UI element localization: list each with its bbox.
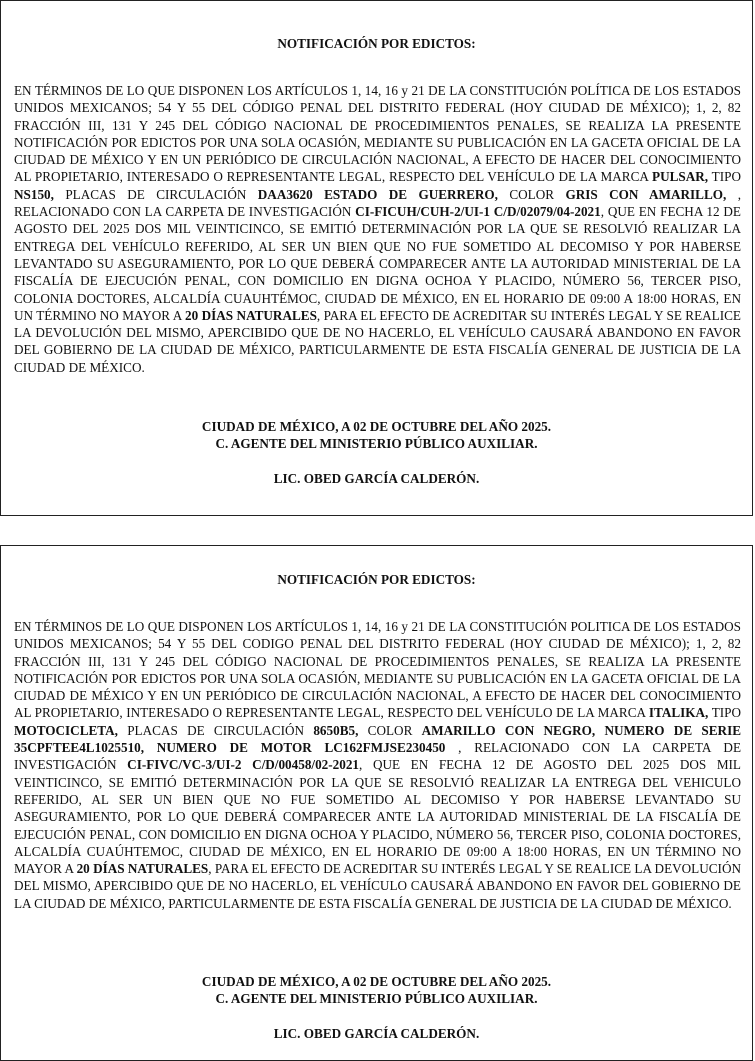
emphasized-text: MOTOCICLETA,	[14, 722, 118, 738]
emphasized-text: DAA3620 ESTADO DE GUERRERO,	[257, 186, 498, 202]
notice-footer	[1, 973, 752, 1042]
body-text-run: COLOR	[497, 186, 566, 202]
emphasized-text: ITALIKA,	[648, 705, 709, 721]
notice-title: NOTIFICACIÓN POR EDICTOS:	[277, 36, 476, 51]
body-text-run: , QUE EN FECHA 12 DE AGOSTO DEL 2025 DOS MIL VEINTICINCO, SE EMITIÓ DETERMINACIÓN POR LA QUE SE RESOLVIÓ REALIZAR LA ENTREGA DEL VEHICULO REFERIDO, AL SER UN BIEN QUE NO FUE SOMETIDO AL DECOMISO Y POR HABERSE LEVANTADO SU ASEGURAMIENTO, POR LO QUE DEBERÁ COMPARECER ANTE LA AUTORIDAD MINISTERIAL DE LA FISCALÍA DE EJECUCIÓN PENAL, CON DOMICILIO EN DIGNA OCHOA Y PLACIDO, NÚMERO 56, TERCER PISO, COLONIA DOCTORES, ALCALDÍA CUAÚHTEMOC, CIUDAD DE MÉXICO, EN EL HORARIO DE 09:00 A 18:00 HORAS, EN UN TÉRMINO NO MAYOR A	[14, 757, 741, 877]
notice-signature: LIC. OBED GARCÍA CALDERÓN.	[273, 470, 480, 486]
emphasized-text: 20 DÍAS NATURALES	[185, 307, 317, 323]
emphasized-text: 20 DÍAS NATURALES	[76, 861, 209, 877]
notice-agent-line: C. AGENTE DEL MINISTERIO PÚBLICO AUXILIAR.	[215, 991, 538, 1007]
body-text-run: EN TÉRMINOS DE LO QUE DISPONEN LOS ARTÍCULOS 1, 14, 16 y 21 DE LA CONSTITUCIÓN POLÍTICA DE LOS ESTADOS UNIDOS MEXICANOS; 54 Y 55 DEL CÓDIGO PENAL DEL DISTRITO FEDERAL (HOY CIUDAD DE MÉXICO); 1, 2, 82 FRACCIÓN III, 131 Y 245 DEL CÓDIGO NACIONAL DE PROCEDIMIENTOS PENALES, SE REALIZA LA PRESENTE NOTIFICACIÓN POR EDICTOS POR UNA SOLA OCASIÓN, MEDIANTE SU PUBLICACIÓN EN LA GACETA OFICIAL DE LA CIUDAD DE MÉXICO Y EN UN PERIÓDICO DE CIRCULACIÓN NACIONAL, A EFECTO DE HACER DEL CONOCIMIENTO AL PROPIETARIO, INTERESADO O REPRESENTANTE LEGAL, RESPECTO DEL VEHÍCULO DE LA MARCA	[14, 83, 741, 185]
body-text-run: PLACAS DE CIRCULACIÓN	[117, 722, 314, 738]
body-text-run: PLACAS DE CIRCULACIÓN	[53, 186, 258, 202]
emphasized-text: AMARILLO CON NEGRO, NUMERO DE SERIE 35CPFTEE4L1025510, NUMERO DE MOTOR LC162FMJSE230450	[14, 722, 741, 756]
notice-signature: LIC. OBED GARCÍA CALDERÓN.	[273, 1025, 480, 1041]
emphasized-text: 8650B5,	[313, 722, 359, 738]
edict-notice-2	[0, 545, 753, 1061]
emphasized-text: CI-FIVC/VC-3/UI-2 C/D/00458/02-2021	[127, 757, 360, 773]
body-text-run: , PARA EL EFECTO DE ACREDITAR SU INTERÉS LEGAL Y SE REALICE LA DEVOLUCIÓN DEL MISMO, APERCIBIDO QUE DE NO HACERLO, EL VEHÍCULO CAUSARÁ ABANDONO EN FAVOR DEL GOBIERNO DE LA CIUDAD DE MÉXICO, PARTICULARMENTE DE ESTA FISCALÍA GENERAL DE JUSTICIA DE LA CIUDAD DE MÉXICO.	[14, 307, 741, 375]
emphasized-text: GRIS CON AMARILLO,	[565, 186, 727, 202]
notice-date-line: CIUDAD DE MÉXICO, A 02 DE OCTUBRE DEL AÑO 2025.	[201, 419, 552, 434]
body-text-run: , RELACIONADO CON LA CARPETA DE INVESTIGACIÓN	[14, 740, 741, 773]
notice-title: NOTIFICACIÓN POR EDICTOS:	[277, 572, 476, 587]
notice-date-line: CIUDAD DE MÉXICO, A 02 DE OCTUBRE DEL AÑO 2025.	[201, 974, 552, 989]
emphasized-text: NS150,	[14, 186, 54, 202]
body-text-run: TIPO	[708, 705, 741, 721]
emphasized-text: PULSAR,	[652, 169, 709, 185]
emphasized-text: CI-FICUH/CUH-2/UI-1 C/D/02079/04-2021	[355, 204, 601, 220]
notice-body	[14, 82, 741, 376]
body-text-run: , PARA EL EFECTO DE ACREDITAR SU INTERÉS LEGAL Y SE REALICE LA DEVOLUCIÓN DEL MISMO, APERCIBIDO QUE DE NO HACERLO, EL VEHÍCULO CAUSARÁ ABANDONO EN FAVOR DEL GOBIERNO DE LA CIUDAD DE MÉXICO, PARTICULARMENTE DE ESTA FISCALÍA GENERAL DE JUSTICIA DE LA CIUDAD DE MÉXICO.	[14, 861, 741, 911]
notice-body	[14, 618, 741, 912]
edict-notice-1	[0, 0, 753, 516]
body-text-run: , QUE EN FECHA 12 DE AGOSTO DEL 2025 DOS MIL VEINTICINCO, SE EMITIÓ DETERMINACIÓN POR LA QUE SE RESOLVIÓ REALIZAR LA ENTREGA DEL VEHÍCULO REFERIDO, AL SER UN BIEN QUE NO FUE SOMETIDO AL DECOMISO Y POR HABERSE LEVANTADO SU ASEGURAMIENTO, POR LO QUE DEBERÁ COMPARECER ANTE LA AUTORIDAD MINISTERIAL DE LA FISCALÍA DE EJECUCIÓN PENAL, CON DOMICILIO EN DIGNA OCHOA Y PLACIDO, NÚMERO 56, TERCER PISO, COLONIA DOCTORES, ALCALDÍA CUAUHTÉMOC, CIUDAD DE MÉXICO, EN EL HORARIO DE 09:00 A 18:00 HORAS, EN UN TÉRMINO NO MAYOR A	[14, 204, 741, 323]
body-text-run: EN TÉRMINOS DE LO QUE DISPONEN LOS ARTÍCULOS 1, 14, 16 y 21 DE LA CONSTITUCIÓN POLITICA DE LOS ESTADOS UNIDOS MEXICANOS; 54 Y 55 DEL CODIGO PENAL DEL DISTRITO FEDERAL (HOY CIUDAD DE MÉXICO); 1, 2, 82 FRACCIÓN III, 131 Y 245 DEL CÓDIGO NACIONAL DE PROCEDIMIENTOS PENALES, SE REALIZA LA PRESENTE NOTIFICACIÓN POR EDICTOS POR UNA SOLA OCASIÓN, MEDIANTE SU PUBLICACIÓN EN LA GACETA OFICIAL DE LA CIUDAD DE MÉXICO Y EN UN PERIÓDICO DE CIRCULACIÓN NACIONAL, A EFECTO DE HACER DEL CONOCIMIENTO AL PROPIETARIO, INTERESADO O REPRESENTANTE LEGAL, RESPECTO DEL VEHÍCULO DE LA MARCA	[14, 619, 741, 721]
notice-footer	[1, 418, 752, 487]
body-text-run: , RELACIONADO CON LA CARPETA DE INVESTIGACIÓN	[14, 186, 742, 220]
body-text-run: COLOR	[358, 722, 422, 738]
notice-agent-line: C. AGENTE DEL MINISTERIO PÚBLICO AUXILIAR.	[215, 436, 538, 452]
body-text-run: TIPO	[708, 169, 741, 185]
